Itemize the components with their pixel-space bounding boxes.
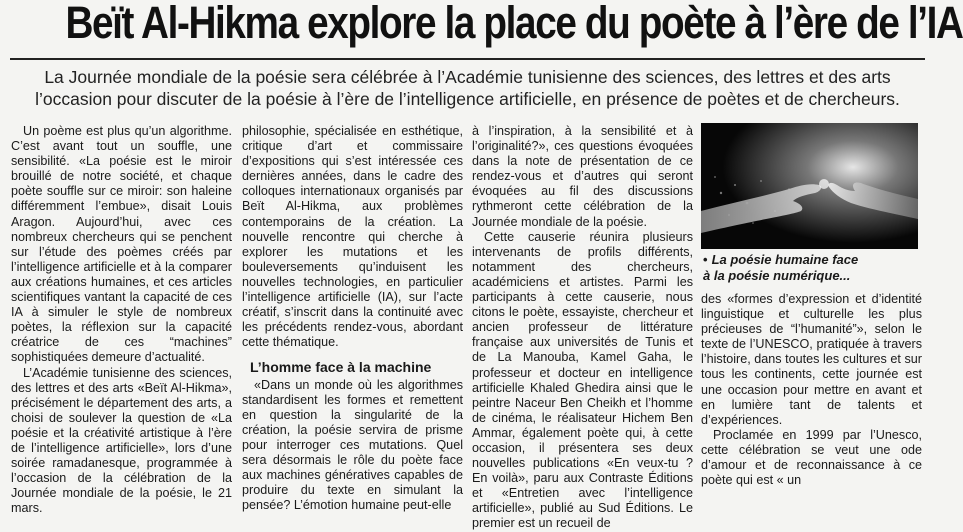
column-2-paragraph-2: «Dans un monde où les algorithmes standardisent les formes et remettent en question la singularité de la création, la poésie servira de prisme pour interroger ces mutations. Quel sera désormais le rôle du poète face aux machines génératives capables de produire du texte en simulant la pensée? L’émotion humaine peut-elle	[242, 377, 463, 513]
caption-line-1-text: La poésie humaine face	[711, 252, 859, 267]
column-1-paragraph-2: L’Académie tunisienne des sciences, des lettres et des arts «Beït Al-Hikma», précisément le département des arts, a choisi de soulever la question de «La poésie et la créativité artistique à l’ère de l’intelligence artificielle», lors d’une soirée ramadanesque, programmée à l’occasion de la célébration de la Journée mondiale de la poésie, le 21 mars.	[11, 365, 232, 516]
column-3	[472, 124, 693, 531]
column-3-paragraph-1: à l’inspiration, à la sensibilité et à l’originalité?», ces questions évoquées dans la note de présentation de ce rendez-vous et d’autres qui seront évoquées au fil des discussions rythmeront cette célébration de la Journée mondiale de la poésie.	[472, 124, 693, 229]
headline: Beït Al-Hikma explore la place du poète à l’ère de l’IA	[65, 0, 963, 48]
column-4-paragraph-1: des «formes d’expression et d’identité linguistique et culturelle les plus précieuses de “l’humanité”», selon le texte de l’UNESCO, pratiquée à travers l’histoire, dans toutes les cultures et sur tous les continents, cette journée est une occasion pour mettre en avant et en lumière tant de talents et d’expériences.	[701, 292, 922, 427]
column-4-paragraph-2: Proclamée en 1999 par l’Unesco, cette célébration se veut une ode d’amour et de reconnaissance à ce poète qui est « un	[701, 427, 922, 488]
caption-line-2: à la poésie numérique...	[703, 268, 851, 283]
column-4	[701, 292, 922, 488]
lead-paragraph	[0, 66, 935, 110]
column-1	[11, 124, 232, 516]
section-subhead: L’homme face à la machine	[250, 359, 432, 376]
column-1-paragraph-1: Un poème est plus qu’un algorithme. C’est avant tout un souffle, une sensibilité. «La poésie est le miroir brouillé de notre société, et chaque poète souffle sur ce miroir: son haleine différemment l’embue», disait Louis Aragon. Aujourd’hui, avec ces nombreux chercheurs qui se penchent sur l’étude des poèmes créés par l’intelligence artificielle et à la comparer aux créations humaines, et ces articles scientifiques vantant la capacité de ces IA à simuler le style de nombreux poètes, la réflexion sur la capacité créatrice de ces “machines” sophistiquées demeure d’actualité.	[11, 124, 232, 365]
lead-line-1: La Journée mondiale de la poésie sera célébrée à l’Académie tunisienne des sciences, des lettres et des arts	[44, 67, 891, 87]
headline-rule	[10, 58, 925, 60]
photo-caption	[703, 252, 918, 284]
column-3-paragraph-2: Cette causerie réunira plusieurs intervenants de profils différents, notamment des chercheurs, académiciens et artistes. Parmi les participants à cette causerie, nous citons le poète, essayiste, chercheur et ancien professeur de littérature française aux universités de Tunis et de La Manouba, Kamel Gaha, le professeur et docteur en intelligence artificielle Khaled Ghedira ainsi que le peintre Naceur Ben Cheikh et l’homme de cinéma, le réalisateur Hichem Ben Ammar, également poète qui, à cette occasion, il présentera ses deux nouvelles publications «En veux-tu ? En voilà», paru aux Contraste Éditions et «Entretien avec l’intelligence artificielle», publié au Sud Éditions. Le premier est un recueil de	[472, 229, 693, 531]
touch-spark-icon	[819, 179, 829, 189]
column-2	[242, 124, 463, 513]
caption-bullet: •	[703, 252, 708, 267]
photo-illustration	[701, 123, 918, 249]
lead-line-2: l’occasion pour discuter de la poésie à l’ère de l’intelligence artificielle, en présence de poètes et de chercheurs.	[35, 89, 900, 109]
caption-line-1	[703, 252, 918, 268]
column-2-paragraph-1: philosophie, spécialisée en esthétique, critique d’art et commissaire d’expositions qui s’est intéressée ces dernières années, dans le cadre des colloques internationaux organisés par Beït Al-Hikma, aux problèmes contemporains de la création. La nouvelle rencontre qui cherche à explorer les mutations et les bouleversements qu’induisent les nouvelles technologies, en particulier l’intelligence artificielle (IA), sur l’acte créatif, s’inscrit dans la continuité avec les précédents rendez-vous, abordant cette thématique.	[242, 124, 463, 350]
robot-hand-touching-human-hand-image	[701, 123, 918, 249]
